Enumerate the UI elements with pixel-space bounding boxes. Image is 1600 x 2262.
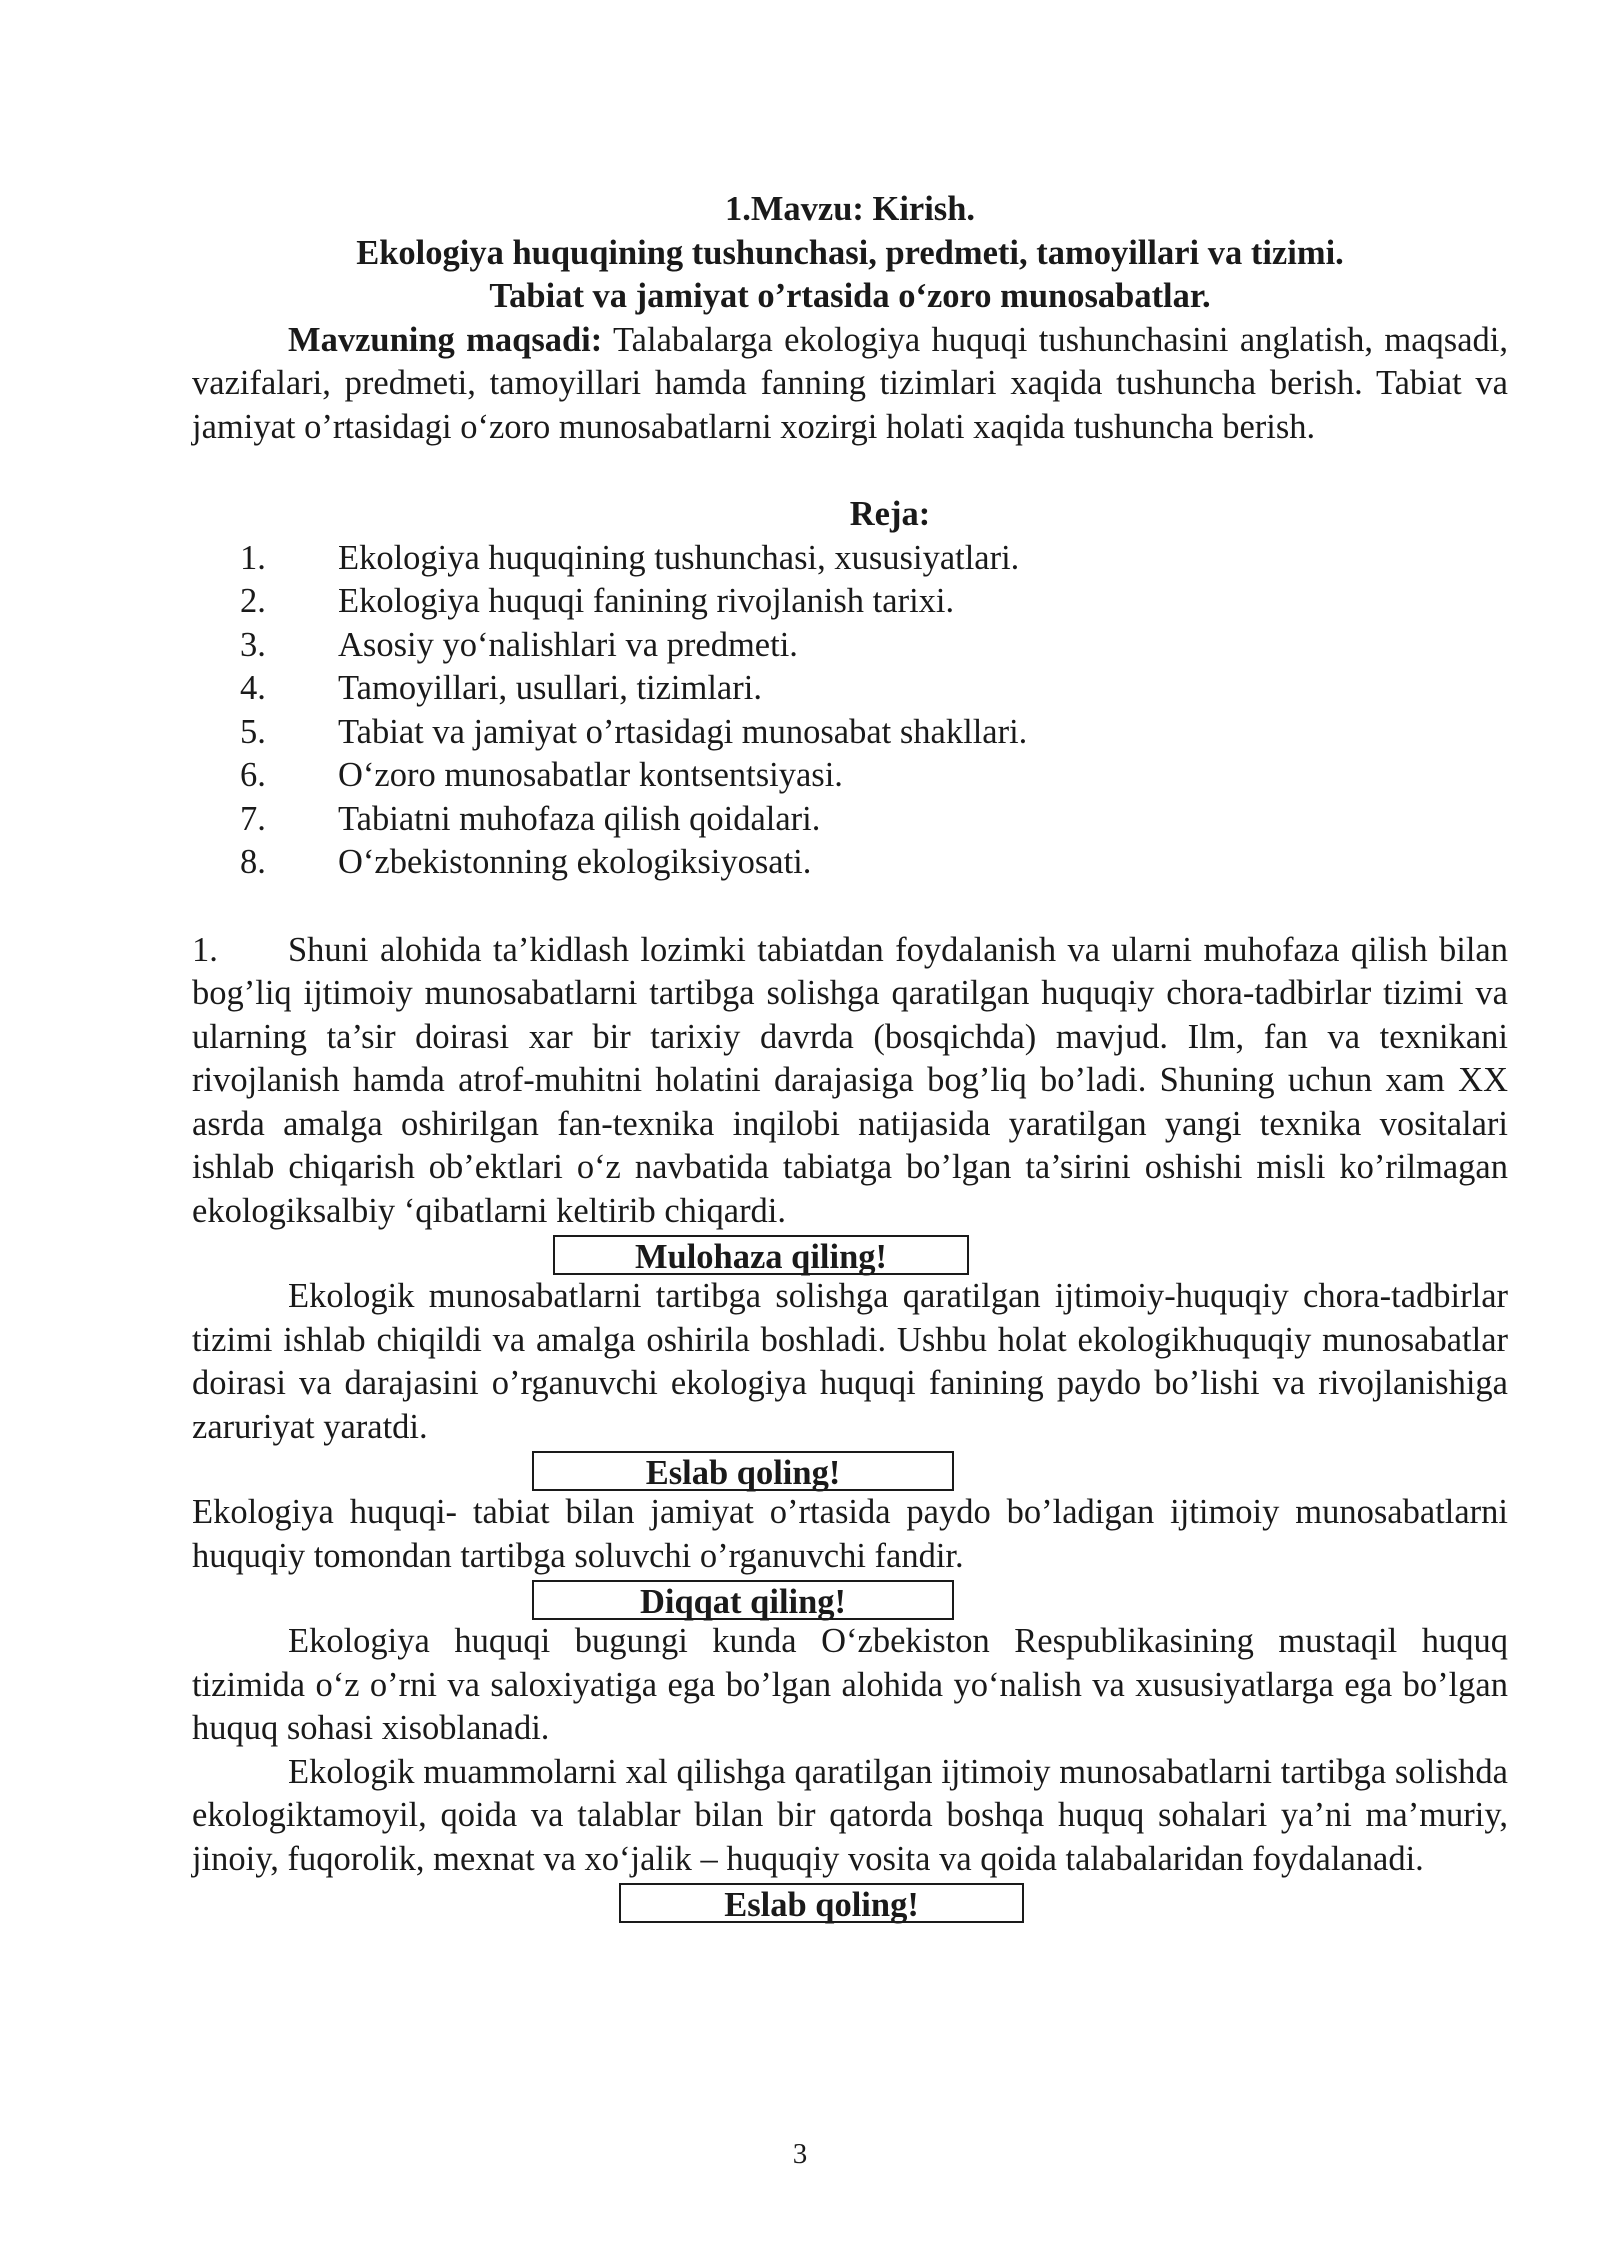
plan-item [192,754,1508,798]
goal-lead: Mavzuning maqsadi: [288,320,603,359]
plan-item [192,580,1508,624]
plan-item-text: O‘zbekistonning ekologiksiyosati. [338,843,812,881]
callout-box-remember: Eslab qoling! [532,1451,954,1491]
page-number: 3 [792,2138,808,2170]
plan-item [192,537,1508,581]
document-page [192,188,1508,1923]
plan-item-number: 2. [240,582,266,620]
plan-item [192,624,1508,668]
plan-item [192,798,1508,842]
plan-title: Reja: [849,495,931,533]
plan-item-number: 4. [240,669,266,707]
plan-item-number: 8. [240,843,266,881]
plan-item-text: Asosiy yo‘nalishlari va predmeti. [338,625,798,664]
plan-item-number: 3. [240,625,266,664]
plan-item-number: 6. [240,756,266,794]
callout-box-remember-2: Eslab qoling! [619,1883,1024,1923]
plan-list [192,537,1508,885]
plan-item [192,711,1508,755]
plan-item [192,667,1508,711]
plan-item-number: 5. [240,712,266,751]
plan-item-text: Tabiatni muhofaza qilish qoidalari. [338,799,821,838]
body-paragraph-3: Ekologiya huquqi- tabiat bilan jamiyat o’rtasida paydo bo’ladigan ijtimoiy munosabatlarni huquqiy tomondan tartibga soluvchi o’rganuvchi fandir. [192,1493,1508,1575]
plan-item-number: 7. [240,799,266,838]
topic-subtitle-2: Tabiat va jamiyat o’rtasida o‘zoro munosabatlar. [489,277,1211,315]
plan-item-text: Tabiat va jamiyat o’rtasidagi munosabat shakllari. [338,712,1028,751]
plan-item-text: Ekologiya huquqi fanining rivojlanish tarixi. [338,582,955,620]
plan-item [192,841,1508,885]
callout-box-reflect: Mulohaza qiling! [553,1235,969,1275]
paragraph-text: Shuni alohida ta’kidlash lozimki tabiatdan foydalanish va ularni muhofaza qilish bilan bog’liq ijtimoiy munosabatlarni tartibga solishga qaratilgan huquqiy chora-tadbirlar tizimi va ularning ta’sir doirasi xar bir tarixiy davrda (bosqichda) mavjud. Ilm, fan va texnikani rivojlanish hamda atrof-muhitni holatini darajasiga bog’liq bo’ladi. Shuning uchun xam XX asrda amalga oshirilgan fan-texnika inqilobi natijasida yaratilgan yangi texnika vositalari ishlab chiqarish ob’ektlari o‘z navbatida tabiatga bo’lgan ta’sirini oshishi misli ko’rilmagan ekologiksalbiy ‘qibatlarni keltirib chiqardi. [192,930,1508,1230]
body-paragraph-4: Ekologiya huquqi bugungi kunda O‘zbekiston Respublikasining mustaqil huquq tizimida o‘z o’rni va saloxiyatiga ega bo’lgan alohida yo‘nalish va xususiyatlarga ega bo’lgan huquq sohasi xisoblanadi. [192,1622,1508,1747]
body-paragraph-5: Ekologik muammolarni xal qilishga qaratilgan ijtimoiy munosabatlarni tartibga solishda ekologiktamoyil, qoida va talablar bilan bir qatorda boshqa huquq sohalari ya’ni ma’muriy, jinoiy, fuqorolik, mexnat va xo‘jalik – huquqiy vosita va qoida talabalaridan foydalanadi. [192,1752,1508,1878]
goal-text: Talabalarga ekologiya huquqi tushunchasini anglatish, maqsadi, vazifalari, predmeti, tamoyillari hamda fanning tizimlari xaqida tushuncha berish. Tabiat va jamiyat o’rtasidagi o‘zoro munosabatlarni xozirgi holati xaqida tushuncha berish. [192,320,1508,446]
spacer [192,885,1508,929]
topic-subtitle: Ekologiya huquqining tushunchasi, predmeti, tamoyillari va tizimi. [356,233,1344,272]
plan-item-text: Tamoyillari, usullari, tizimlari. [338,669,762,707]
goal-paragraph [192,319,1508,450]
plan-item-number: 1. [240,538,266,577]
spacer [192,449,1508,493]
topic-title: 1.Mavzu: Kirish. [724,190,976,228]
body-paragraph-2: Ekologik munosabatlarni tartibga solishga qaratilgan ijtimoiy-huquqiy chora-tadbirlar tizimi ishlab chiqildi va amalga oshirila boshladi. Ushbu holat ekologikhuquqiy munosabatlar doirasi va darajasini o’rganuvchi ekologiya huquqi fanining paydo bo’lishi va rivojlanishiga zaruriyat yaratdi. [192,1277,1508,1446]
plan-item-text: Ekologiya huquqining tushunchasi, xususiyatlari. [338,538,1020,577]
plan-item-text: O‘zoro munosabatlar kontsentsiyasi. [338,756,843,794]
paragraph-number: 1. [192,930,218,969]
callout-box-attention: Diqqat qiling! [532,1580,954,1620]
body-paragraph-1 [192,929,1508,1234]
